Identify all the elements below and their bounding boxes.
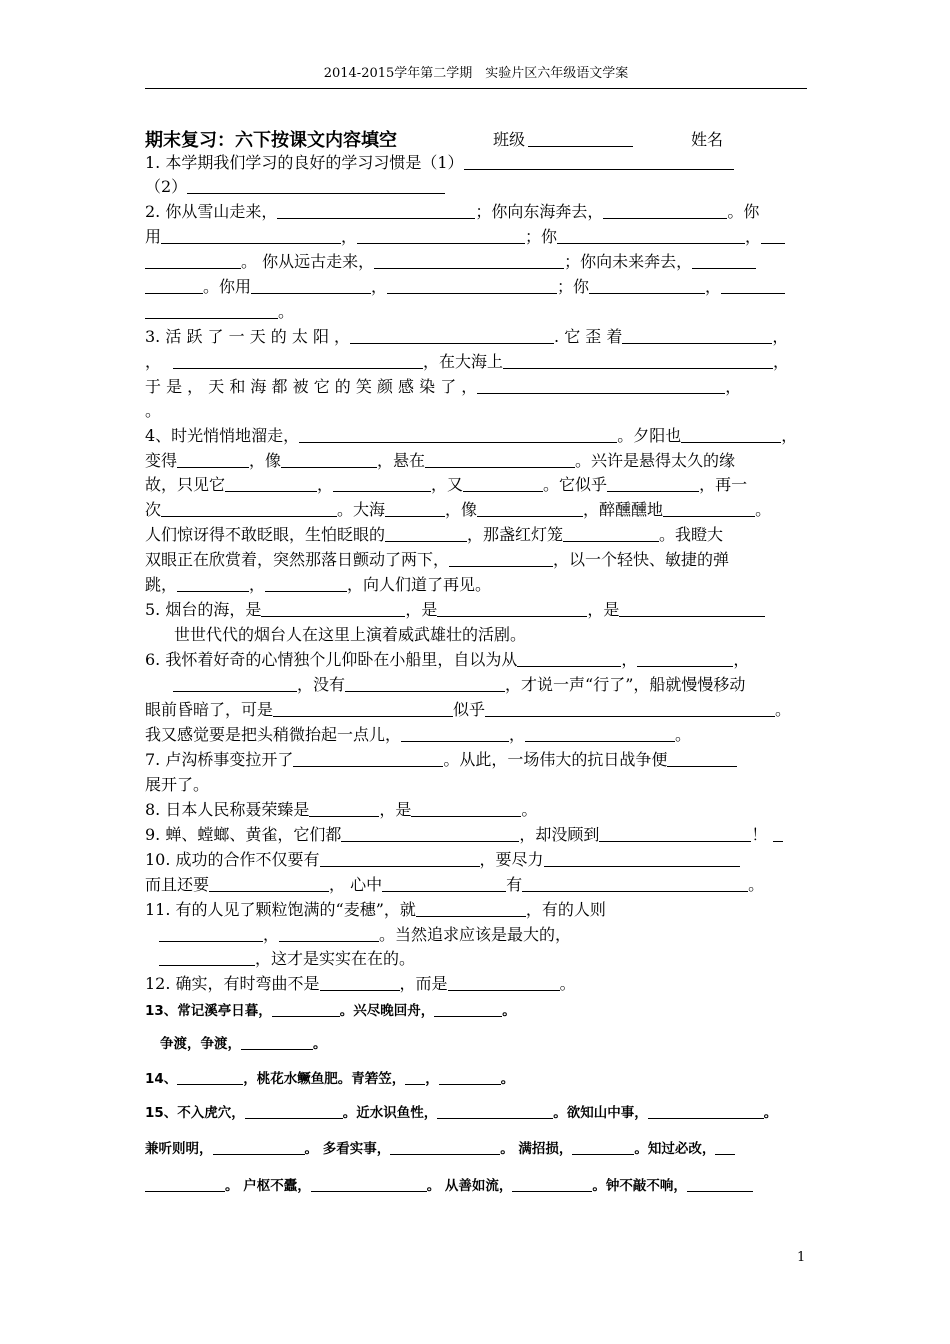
blank[interactable] — [637, 650, 733, 667]
blank[interactable] — [311, 1177, 427, 1192]
blank[interactable] — [405, 1070, 425, 1085]
blank[interactable] — [320, 850, 480, 867]
q4-text: 双眼正在欣赏着，突然那落日颤动了两下， — [145, 550, 450, 569]
q11-line1 — [145, 899, 606, 923]
page-header — [145, 64, 807, 89]
q2-line5 — [145, 301, 294, 325]
q4-text: ，那盏红灯笼 — [467, 525, 564, 544]
q3-text: ， — [772, 327, 789, 346]
blank[interactable] — [715, 1140, 735, 1155]
blank[interactable] — [477, 377, 725, 394]
blank[interactable] — [557, 227, 745, 244]
q4-text: ， — [249, 575, 266, 594]
blank[interactable] — [261, 600, 405, 617]
q2-text: ；你向东海奔去， — [475, 202, 604, 221]
blank[interactable] — [687, 1177, 753, 1192]
blank[interactable] — [512, 1177, 592, 1192]
q2-line2 — [145, 226, 785, 250]
blank[interactable] — [681, 426, 781, 443]
q4-line7 — [145, 574, 491, 598]
q15-text: 。知过必改， — [634, 1141, 716, 1157]
q15-line1 — [145, 1102, 777, 1126]
q6-line1 — [145, 649, 749, 673]
q6-text: ， — [733, 650, 750, 669]
q4-text: 。大海 — [337, 500, 386, 519]
blank[interactable] — [448, 974, 560, 991]
q3-line2 — [145, 351, 789, 375]
blank[interactable] — [209, 875, 329, 892]
q10-line2 — [145, 874, 764, 898]
blank[interactable] — [463, 475, 543, 492]
blank[interactable] — [437, 600, 587, 617]
q11-text: ，这才是实实在在的。 — [255, 949, 416, 968]
q1-line1 — [145, 152, 734, 176]
q15-text: 。 多看实事， — [304, 1141, 391, 1157]
q11-text: ， — [263, 925, 280, 944]
blank[interactable] — [273, 700, 453, 717]
blank[interactable] — [572, 1140, 634, 1155]
q9-line — [145, 824, 783, 848]
q3-line3 — [145, 376, 741, 400]
blank[interactable] — [449, 550, 553, 567]
q10-text: 有 — [506, 875, 523, 894]
blank[interactable] — [309, 800, 379, 817]
q4-line6 — [145, 549, 729, 573]
q12-text: ，而是 — [399, 974, 448, 993]
q5-text: 5. 烟台的海，是 — [145, 600, 262, 619]
blank[interactable] — [401, 725, 509, 742]
blank[interactable] — [145, 1177, 225, 1192]
q8-text: 8. 日本人民称聂荣臻是 — [145, 800, 310, 819]
q4-text: 跳， — [145, 575, 178, 594]
q4-text: ，像 — [445, 500, 478, 519]
q9-text: 9. 蝉、螳螂、黄雀，它们都 — [145, 825, 342, 844]
blank[interactable] — [385, 525, 467, 542]
blank[interactable] — [517, 650, 621, 667]
q13-line2 — [160, 1033, 327, 1057]
class-label: 班级 — [493, 130, 526, 149]
q10-text: ，要尽力 — [479, 850, 544, 869]
q4-text: 变得 — [145, 451, 178, 470]
blank[interactable] — [281, 451, 377, 468]
blank[interactable] — [350, 327, 554, 344]
q5-text: ，是 — [587, 600, 620, 619]
q10-text: 而且还要 — [145, 875, 210, 894]
blank[interactable] — [563, 525, 659, 542]
q6-text: 似乎 — [453, 700, 486, 719]
q1-line2 — [145, 176, 445, 200]
q7-text: 。从此，一场伟大的抗日战争便 — [443, 750, 668, 769]
blank[interactable] — [265, 575, 347, 592]
q5-line2 — [174, 624, 526, 648]
q14-line — [145, 1068, 514, 1092]
blank[interactable] — [279, 925, 379, 942]
q14-text: ， — [425, 1071, 439, 1087]
q4-text: ， — [317, 475, 334, 494]
q2-line3 — [145, 251, 756, 275]
q3-text: 。 — [145, 401, 162, 420]
blank[interactable] — [225, 475, 317, 492]
blank[interactable] — [345, 675, 505, 692]
q15-text: 兼听则明， — [145, 1141, 213, 1157]
blank[interactable] — [773, 825, 783, 842]
blank[interactable] — [251, 277, 371, 294]
q13-text: 13、常记溪亭日暮， — [145, 1003, 272, 1019]
q2-text: 。 — [278, 302, 295, 321]
blank[interactable] — [761, 227, 785, 244]
blank[interactable] — [277, 202, 475, 219]
q4-text: ，向人们道了再见。 — [347, 575, 492, 594]
blank[interactable] — [213, 1140, 305, 1155]
q7-text: 7. 卢沟桥事变拉开了 — [145, 750, 294, 769]
q4-line5 — [145, 524, 723, 548]
q2-text: ；你向未来奔去， — [564, 252, 693, 271]
blank[interactable] — [173, 352, 423, 369]
blank[interactable] — [589, 277, 705, 294]
blank[interactable] — [245, 1104, 343, 1119]
blank[interactable] — [177, 451, 249, 468]
blank[interactable] — [177, 1070, 243, 1085]
q4-text: ，悬在 — [377, 451, 426, 470]
q3-text: 3. 活 跃 了 一 天 的 太 阳 ， — [145, 327, 351, 346]
q10-text: 10. 成功的合作不仅要有 — [145, 850, 320, 869]
q15-line2 — [145, 1138, 735, 1162]
blank[interactable] — [374, 252, 564, 269]
blank[interactable] — [721, 277, 785, 294]
q13-text: 。兴尽晚回舟， — [339, 1003, 435, 1019]
q2-text: 。你 — [727, 202, 760, 221]
blank[interactable] — [525, 725, 675, 742]
q4-text: ，再一 — [699, 475, 748, 494]
q8-line — [145, 799, 537, 823]
blank[interactable] — [619, 600, 765, 617]
q4-text: 4、时光悄悄地溜走， — [145, 426, 300, 445]
q3-line4 — [145, 400, 161, 424]
q10-text: 。 — [748, 875, 765, 894]
blank[interactable] — [544, 850, 740, 867]
blank[interactable] — [145, 277, 203, 294]
q7-line2 — [145, 774, 209, 798]
q15-text: 。 — [763, 1105, 778, 1121]
q2-line4 — [145, 276, 785, 300]
name-label: 姓名 — [691, 130, 724, 149]
blank[interactable] — [299, 426, 617, 443]
q4-text: 。兴许是悬得太久的缘 — [575, 451, 736, 470]
q1-text: （2） — [145, 177, 188, 196]
q13-text: 争渡，争渡， — [160, 1036, 241, 1052]
q9-text: ！ — [751, 825, 768, 844]
q12-line — [145, 973, 576, 997]
blank[interactable] — [159, 925, 263, 942]
q11-text: 11. 有的人见了颗粒饱满的“麦穗”，就 — [145, 900, 416, 919]
q13-text: 。 — [502, 1003, 516, 1019]
q8-text: ，是 — [379, 800, 412, 819]
blank[interactable] — [464, 153, 734, 170]
blank[interactable] — [648, 1104, 764, 1119]
q15-text: 。 户枢不蠹， — [225, 1178, 311, 1194]
q4-text: ， — [781, 426, 798, 445]
q11-line2 — [145, 924, 571, 948]
q13-text: 。 — [313, 1036, 327, 1052]
q15-text: 15、不入虎穴， — [145, 1105, 245, 1121]
q3-text: ， — [725, 377, 742, 396]
q10-text: ， 心中 — [329, 875, 383, 894]
blank[interactable] — [161, 500, 337, 517]
blank[interactable] — [387, 277, 557, 294]
q2-text: 用 — [145, 227, 162, 246]
q4-line1 — [145, 425, 797, 449]
blank[interactable] — [439, 1070, 501, 1085]
q3-text: ，在大海上 — [423, 352, 504, 371]
blank[interactable] — [599, 825, 751, 842]
q4-line2 — [145, 450, 735, 474]
q4-line3 — [145, 474, 747, 498]
q3-text: ， — [145, 352, 162, 371]
q2-text: 。 你从远古走来， — [241, 252, 375, 271]
q14-text: 。 — [500, 1071, 515, 1087]
q4-text: 人们惊讶得不敢眨眼，生怕眨眼的 — [145, 525, 386, 544]
q15-text: 。近水识鱼性， — [342, 1105, 438, 1121]
q6-line3 — [145, 699, 791, 723]
q11-text: ，有的人则 — [525, 900, 606, 919]
q3-line1 — [145, 326, 788, 350]
q4-text: 。它似乎 — [543, 475, 608, 494]
blank[interactable] — [272, 1002, 340, 1017]
q4-text: 。 — [755, 500, 772, 519]
q6-line4 — [145, 724, 691, 748]
q14-text: ，桃花水鳜鱼肥。青箬笠， — [243, 1071, 406, 1087]
q4-text: 。夕阳也 — [617, 426, 682, 445]
q6-text: 6. 我怀着好奇的心情独个儿仰卧在小船里，自以为从 — [145, 650, 518, 669]
blank[interactable] — [341, 825, 519, 842]
q2-text: 2. 你从雪山走来， — [145, 202, 278, 221]
blank[interactable] — [385, 500, 445, 517]
page-title: 期末复习：六下按课文内容填空 — [145, 130, 397, 151]
q7-text: 展开了。 — [145, 775, 210, 794]
blank[interactable] — [159, 949, 255, 966]
q4-text: 故，只见它 — [145, 475, 226, 494]
q12-text: 12. 确实，有时弯曲不是 — [145, 974, 320, 993]
blank[interactable] — [622, 327, 772, 344]
blank[interactable] — [293, 750, 443, 767]
q2-text: ；你 — [557, 277, 590, 296]
blank[interactable] — [241, 1035, 313, 1050]
blank[interactable] — [382, 875, 506, 892]
q15-text: 。欲知山中事， — [553, 1105, 648, 1121]
q2-text: 。你用 — [203, 277, 252, 296]
blank[interactable] — [503, 352, 773, 369]
blank[interactable] — [145, 302, 278, 319]
q15-text: 。钟不敲不响， — [592, 1178, 687, 1194]
q9-text: ，却没顾到 — [519, 825, 600, 844]
blank[interactable] — [692, 252, 756, 269]
q6-text: ， — [621, 650, 638, 669]
q11-line3 — [145, 948, 415, 972]
blank[interactable] — [411, 800, 521, 817]
q4-text: 。我瞪大 — [659, 525, 724, 544]
blank[interactable] — [177, 575, 249, 592]
q6-line2 — [145, 674, 745, 698]
blank[interactable] — [173, 675, 297, 692]
blank[interactable] — [607, 475, 699, 492]
q3-text: . 它 歪 着 — [554, 327, 623, 346]
q4-text: ，像 — [249, 451, 282, 470]
blank[interactable] — [390, 1140, 500, 1155]
q6-text: 眼前昏暗了，可是 — [145, 700, 274, 719]
q2-text: ， — [745, 227, 762, 246]
blank[interactable] — [477, 500, 583, 517]
blank[interactable] — [145, 252, 241, 269]
blank[interactable] — [357, 227, 525, 244]
blank[interactable] — [603, 202, 727, 219]
blank[interactable] — [320, 974, 400, 991]
q5-line1 — [145, 599, 765, 623]
q13-line1 — [145, 1000, 516, 1024]
q6-text: 我又感觉要是把头稍微抬起一点儿， — [145, 725, 402, 744]
q14-text: 14、 — [145, 1071, 178, 1087]
q5-text: ，是 — [405, 600, 438, 619]
blank[interactable] — [425, 451, 575, 468]
header-text: 2014-2015学年第二学期 实验片区六年级语文学案 — [323, 66, 629, 81]
q6-text: ， — [509, 725, 526, 744]
page-number: 1 — [797, 1250, 806, 1265]
q8-text: 。 — [521, 800, 538, 819]
q2-text: ， — [371, 277, 388, 296]
blank[interactable] — [416, 900, 526, 917]
q15-text: 。 从善如流， — [426, 1178, 513, 1194]
q11-text: 。当然追求应该是最大的， — [379, 925, 572, 944]
q4-text: ，醉醺醺地 — [583, 500, 664, 519]
q15-text: 。 满招损， — [500, 1141, 573, 1157]
q2-line1 — [145, 201, 759, 225]
q1-text: 1. 本学期我们学习的良好的学习习惯是（1） — [145, 153, 464, 172]
q4-text: ，以一个轻快、敏捷的弹 — [553, 550, 730, 569]
blank[interactable] — [485, 700, 775, 717]
q5-text: 世世代代的烟台人在这里上演着威武雄壮的活剧。 — [174, 625, 527, 644]
blank[interactable] — [434, 1002, 502, 1017]
q6-text: 。 — [675, 725, 692, 744]
blank[interactable] — [522, 875, 748, 892]
title-line — [145, 126, 825, 152]
q2-text: ， — [341, 227, 358, 246]
q6-text: ，没有 — [297, 675, 346, 694]
q2-text: ；你 — [525, 227, 558, 246]
blank[interactable] — [333, 475, 431, 492]
blank[interactable] — [667, 750, 737, 767]
q4-text: ，又 — [431, 475, 464, 494]
q2-text: ， — [705, 277, 722, 296]
q7-line1 — [145, 749, 737, 773]
q4-text: 次 — [145, 500, 162, 519]
q3-text: ， — [773, 352, 790, 371]
blank[interactable] — [663, 500, 755, 517]
blank[interactable] — [161, 227, 341, 244]
q12-text: 。 — [559, 974, 576, 993]
q4-line4 — [145, 499, 771, 523]
class-blank[interactable] — [528, 146, 633, 147]
q6-text: 。 — [775, 700, 792, 719]
q10-line1 — [145, 849, 740, 873]
q15-line3 — [145, 1175, 753, 1199]
q3-text: 于 是 ， 天 和 海 都 被 它 的 笑 颜 感 染 了 ， — [145, 377, 478, 396]
blank[interactable] — [187, 177, 445, 194]
q6-text: ，才说一声“行了”，船就慢慢移动 — [505, 675, 746, 694]
blank[interactable] — [437, 1104, 553, 1119]
